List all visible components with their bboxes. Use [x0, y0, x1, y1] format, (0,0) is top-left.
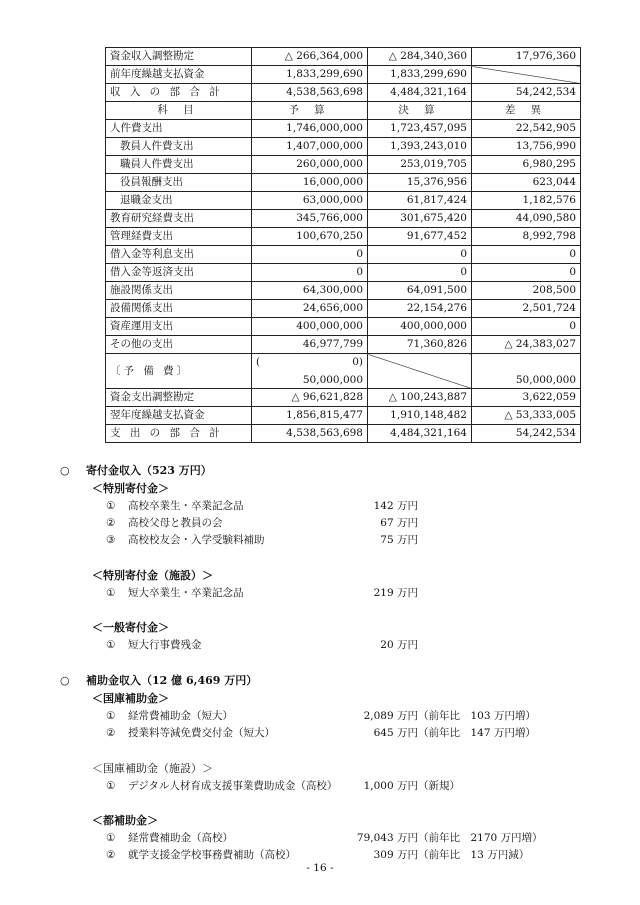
- subsidies-title: 補助金収入（12 億 6,469 万円）: [86, 674, 258, 687]
- diff-cell: 54,242,534: [472, 425, 581, 443]
- table-row: [106, 318, 581, 336]
- actual-cell: 4,484,321,164: [368, 425, 472, 443]
- list-item: ① 経常費補助金（短大）: [106, 710, 233, 722]
- item-note: （前年比 13 万円減）: [418, 849, 530, 861]
- diff-cell: 0: [472, 264, 581, 282]
- list-item: ① 短大卒業生・卒業記念品: [106, 587, 244, 599]
- circle-bullet-icon: ○: [60, 674, 70, 687]
- diff-cell: 17,976,360: [472, 48, 581, 66]
- actual-cell: 1,393,243,010: [368, 138, 472, 156]
- diff-cell: △ 53,333,005: [472, 407, 581, 425]
- budget-table: [105, 47, 581, 443]
- row-label: 翌年度繰越支払資金: [106, 407, 252, 425]
- actual-cell: 15,376,956: [368, 174, 472, 192]
- item-amount: 20 万円: [380, 639, 418, 651]
- page-number: - 16 -: [306, 862, 334, 874]
- row-label: 役員報酬支出: [106, 174, 252, 192]
- budget-cell: 1,746,000,000: [252, 120, 368, 138]
- reserve-actual-empty: [368, 354, 472, 389]
- list-item: ① デジタル人材育成支援事業費助成金（高校）: [106, 780, 338, 792]
- budget-cell: △ 266,364,000: [252, 48, 368, 66]
- item-amount: 1,000 万円: [363, 780, 418, 792]
- reserve-row: [106, 354, 581, 389]
- table-row: [106, 425, 581, 443]
- budget-cell: 400,000,000: [252, 318, 368, 336]
- item-amount: 142 万円: [373, 500, 418, 512]
- row-label: 職員人件費支出: [106, 156, 252, 174]
- row-label: 施設関係支出: [106, 282, 252, 300]
- list-item: ② 高校父母と教員の会: [106, 517, 223, 529]
- diff-cell: 3,622,059: [472, 389, 581, 407]
- budget-cell: 1,833,299,690: [252, 66, 368, 84]
- list-item: ① 経常費補助金（高校）: [106, 832, 233, 844]
- item-note: （前年比 2170 万円増）: [418, 832, 543, 844]
- table-row: [106, 264, 581, 282]
- item-amount: 75 万円: [380, 534, 418, 546]
- actual-cell: 1,910,148,482: [368, 407, 472, 425]
- budget-cell: 24,656,000: [252, 300, 368, 318]
- row-label: 借入金等返済支出: [106, 264, 252, 282]
- row-label: 収 入 の 部 合 計: [106, 84, 252, 102]
- actual-cell: 0: [368, 246, 472, 264]
- general-donation-heading: ＜一般寄付金＞: [92, 621, 169, 634]
- actual-cell: 253,019,705: [368, 156, 472, 174]
- row-label: 人件費支出: [106, 120, 252, 138]
- list-item: ② 就学支援金学校事務費補助（高校）: [106, 849, 296, 861]
- diff-cell: 54,242,534: [472, 84, 581, 102]
- row-label: 教育研究経費支出: [106, 210, 252, 228]
- diff-cell: 0: [472, 246, 581, 264]
- national-facility-subsidy-heading: ＜国庫補助金（施設）＞: [92, 762, 213, 775]
- table-row: [106, 389, 581, 407]
- budget-cell: 100,670,250: [252, 228, 368, 246]
- table-row: [106, 48, 581, 66]
- diff-cell: 44,090,580: [472, 210, 581, 228]
- actual-cell: 64,091,500: [368, 282, 472, 300]
- list-item: ② 授業料等減免費交付金（短大）: [106, 727, 275, 739]
- table-row: [106, 174, 581, 192]
- diff-cell-empty: [472, 66, 581, 84]
- item-amount: 67 万円: [380, 517, 418, 529]
- row-label: 教員人件費支出: [106, 138, 252, 156]
- budget-cell: 1,856,815,477: [252, 407, 368, 425]
- actual-cell: △ 100,243,887: [368, 389, 472, 407]
- table-header-row: [106, 102, 581, 120]
- diff-cell: 1,182,576: [472, 192, 581, 210]
- diff-cell: 8,992,798: [472, 228, 581, 246]
- row-label: 前年度繰越支払資金: [106, 66, 252, 84]
- table-row: [106, 228, 581, 246]
- table-row: [106, 156, 581, 174]
- row-label: その他の支出: [106, 336, 252, 354]
- actual-cell: 0: [368, 264, 472, 282]
- diff-cell: 13,756,990: [472, 138, 581, 156]
- donations-title: 寄付金収入（523 万円）: [86, 464, 212, 477]
- actual-cell: 4,484,321,164: [368, 84, 472, 102]
- item-amount: 79,043 万円: [356, 832, 418, 844]
- diff-cell: 208,500: [472, 282, 581, 300]
- actual-cell: 400,000,000: [368, 318, 472, 336]
- table-row: [106, 407, 581, 425]
- budget-cell: 0: [252, 246, 368, 264]
- row-label: 資金収入調整勘定: [106, 48, 252, 66]
- actual-cell: 71,360,826: [368, 336, 472, 354]
- item-amount: 645 万円: [373, 727, 418, 739]
- budget-cell: 63,000,000: [252, 192, 368, 210]
- budget-cell: 1,407,000,000: [252, 138, 368, 156]
- actual-cell: △ 284,340,360: [368, 48, 472, 66]
- row-label: 管理経費支出: [106, 228, 252, 246]
- actual-cell: 1,723,457,095: [368, 120, 472, 138]
- budget-cell: 0: [252, 264, 368, 282]
- row-label: 支 出 の 部 合 計: [106, 425, 252, 443]
- budget-cell: 260,000,000: [252, 156, 368, 174]
- reserve-diff-cell: [472, 354, 581, 389]
- row-label: 借入金等利息支出: [106, 246, 252, 264]
- actual-cell: 22,154,276: [368, 300, 472, 318]
- actual-cell: 61,817,424: [368, 192, 472, 210]
- item-note: （前年比 147 万円増）: [418, 727, 536, 739]
- item-note: （新規）: [418, 780, 460, 792]
- header-diff: 差 異: [472, 102, 581, 120]
- donations-section-title: [60, 462, 212, 478]
- header-item: 科 目: [106, 102, 252, 120]
- list-item: ① 高校卒業生・卒業記念品: [106, 500, 244, 512]
- budget-cell: 345,766,000: [252, 210, 368, 228]
- reserve-budget-cell: [252, 354, 368, 389]
- row-label: 資産運用支出: [106, 318, 252, 336]
- metro-subsidy-heading: ＜都補助金＞: [92, 814, 158, 827]
- header-budget: 予 算: [252, 102, 368, 120]
- subsidies-section-title: [60, 672, 257, 688]
- actual-cell: 301,675,420: [368, 210, 472, 228]
- header-actual: 決 算: [368, 102, 472, 120]
- item-amount: 309 万円: [373, 849, 418, 861]
- table-row: [106, 246, 581, 264]
- list-item: ③ 高校校友会・入学受験料補助: [106, 534, 265, 546]
- diff-cell: 623,044: [472, 174, 581, 192]
- budget-cell: 4,538,563,698: [252, 425, 368, 443]
- diff-cell: △ 24,383,027: [472, 336, 581, 354]
- table-row: [106, 84, 581, 102]
- budget-cell: 64,300,000: [252, 282, 368, 300]
- reserve-diff: 50,000,000: [515, 374, 576, 386]
- item-amount: 219 万円: [373, 587, 418, 599]
- special-donation-heading: ＜特別寄付金＞: [92, 482, 169, 495]
- reserve-budget: 50,000,000: [302, 374, 363, 386]
- table-row: [106, 120, 581, 138]
- table-row: [106, 66, 581, 84]
- budget-cell: 4,538,563,698: [252, 84, 368, 102]
- reserve-open-paren: (: [256, 356, 261, 368]
- row-label: 設備関係支出: [106, 300, 252, 318]
- diff-cell: 22,542,905: [472, 120, 581, 138]
- diff-cell: 2,501,724: [472, 300, 581, 318]
- national-subsidy-heading: ＜国庫補助金＞: [92, 692, 169, 705]
- table-row: [106, 210, 581, 228]
- special-facility-donation-heading: ＜特別寄付金（施設）＞: [92, 569, 213, 582]
- diff-cell: 0: [472, 318, 581, 336]
- actual-cell: 91,677,452: [368, 228, 472, 246]
- item-amount: 2,089 万円: [363, 710, 418, 722]
- reserve-used-value: 0): [352, 356, 363, 368]
- table-row: [106, 192, 581, 210]
- table-row: [106, 282, 581, 300]
- budget-cell: 46,977,799: [252, 336, 368, 354]
- budget-cell: 16,000,000: [252, 174, 368, 192]
- table-row: [106, 300, 581, 318]
- diff-cell: 6,980,295: [472, 156, 581, 174]
- table-row: [106, 138, 581, 156]
- list-item: ① 短大行事費残金: [106, 639, 202, 651]
- actual-cell: 1,833,299,690: [368, 66, 472, 84]
- row-label: 資金支出調整勘定: [106, 389, 252, 407]
- row-label: 退職金支出: [106, 192, 252, 210]
- item-note: （前年比 103 万円増）: [418, 710, 536, 722]
- budget-cell: △ 96,621,828: [252, 389, 368, 407]
- circle-bullet-icon: ○: [60, 464, 70, 477]
- reserve-label: 〔予 備 費〕: [106, 354, 252, 389]
- table-row: [106, 336, 581, 354]
